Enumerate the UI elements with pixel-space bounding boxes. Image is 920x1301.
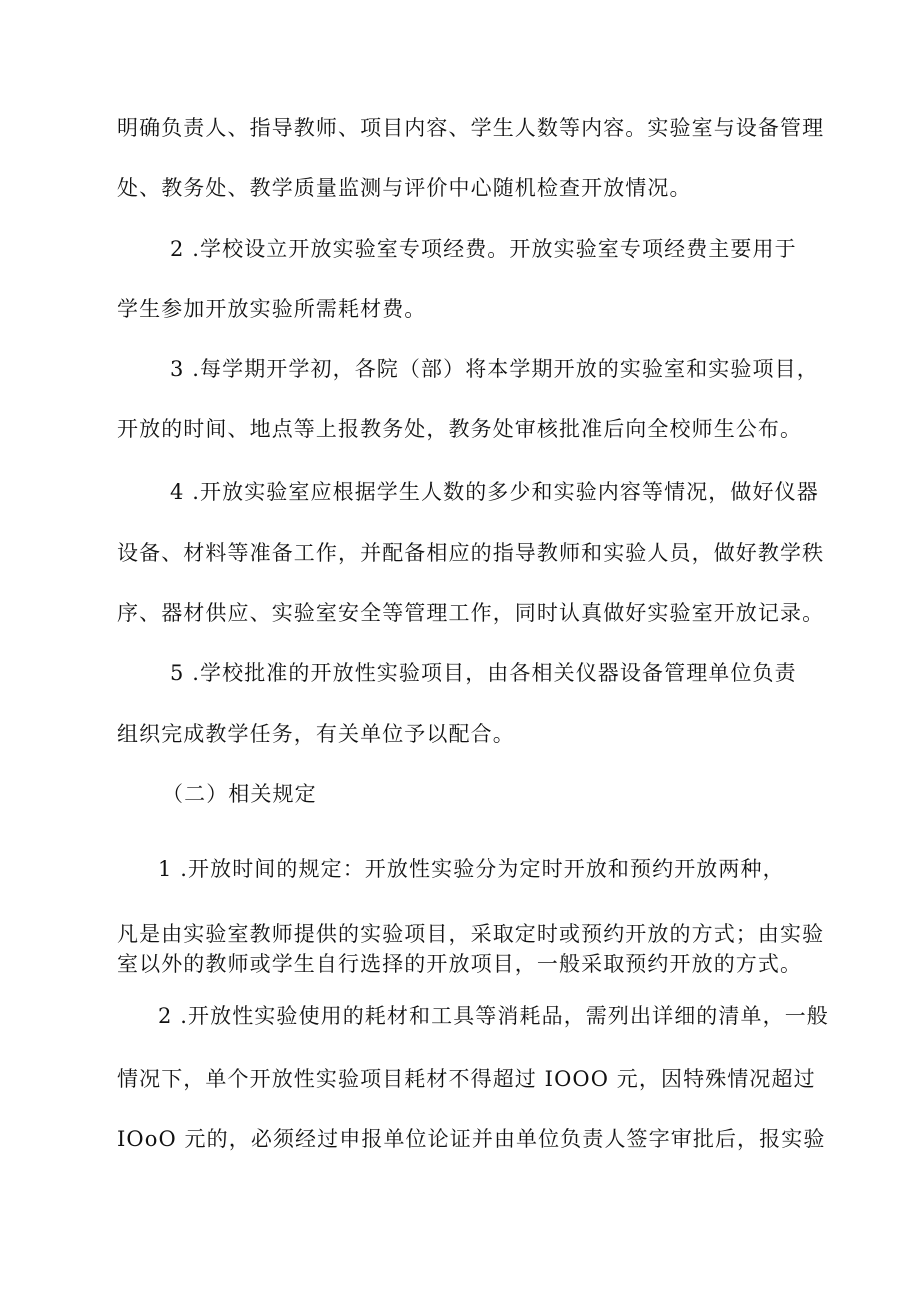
paragraph-line: 2 .开放性实验使用的耗材和工具等消耗品，需列出详细的清单，一般 bbox=[158, 1004, 829, 1028]
paragraph-line: 开放的时间、地点等上报教务处，教务处审核批准后向全校师生公布。 bbox=[117, 417, 803, 441]
paragraph-line: 凡是由实验室教师提供的实验项目，采取定时或预约开放的方式；由实验 bbox=[117, 922, 825, 946]
paragraph-line: 1 .开放时间的规定：开放性实验分为定时开放和预约开放两种， bbox=[158, 857, 785, 881]
paragraph-line: 设备、材料等准备工作，并配备相应的指导教师和实验人员，做好教学秩 bbox=[117, 541, 825, 565]
section-heading: （二）相关规定 bbox=[162, 782, 317, 806]
paragraph-line: 4 .开放实验室应根据学生人数的多少和实验内容等情况，做好仪器 bbox=[170, 480, 819, 504]
paragraph-line: 2 .学校设立开放实验室专项经费。开放实验室专项经费主要用于 bbox=[170, 237, 797, 261]
paragraph-line: 组织完成教学任务，有关单位予以配合。 bbox=[117, 722, 515, 746]
paragraph-line: 明确负责人、指导教师、项目内容、学生人数等内容。实验室与设备管理 bbox=[117, 116, 825, 140]
paragraph-line: 3 .每学期开学初，各院（部）将本学期开放的实验室和实验项目， bbox=[170, 357, 819, 381]
paragraph-line: 5 .学校批准的开放性实验项目，由各相关仪器设备管理单位负责 bbox=[170, 661, 797, 685]
paragraph-line: IOoO 元的，必须经过申报单位论证并由单位负责人签字审批后，报实验 bbox=[117, 1127, 826, 1151]
paragraph-line: 处、教务处、教学质量监测与评价中心随机检查开放情况。 bbox=[117, 176, 692, 200]
paragraph-line: 室以外的教师或学生自行选择的开放项目，一般采取预约开放的方式。 bbox=[117, 952, 803, 976]
paragraph-line: 学生参加开放实验所需耗材费。 bbox=[117, 297, 427, 321]
paragraph-line: 情况下，单个开放性实验项目耗材不得超过 IOOO 元，因特殊情况超过 bbox=[117, 1067, 816, 1091]
paragraph-line: 序、器材供应、实验室安全等管理工作，同时认真做好实验室开放记录。 bbox=[117, 601, 825, 625]
